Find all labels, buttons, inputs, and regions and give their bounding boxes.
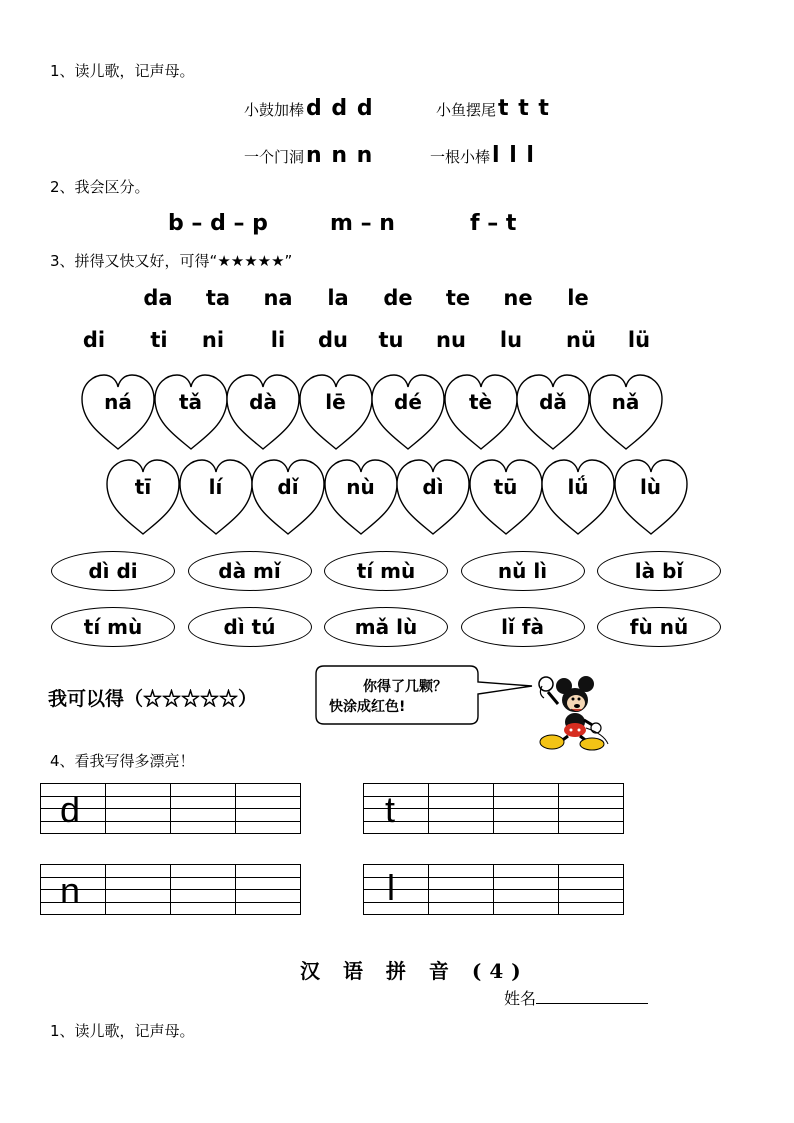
syllable: ta: [205, 286, 231, 310]
writing-grid: [363, 864, 624, 915]
name-field: [504, 986, 648, 1009]
pair-group: b – d – p: [168, 211, 268, 236]
syllable: di: [82, 328, 106, 352]
syllable: li: [270, 328, 286, 352]
syllable: lü: [627, 328, 651, 352]
rhyme-letters: t t t: [498, 96, 550, 121]
grid-sample-letter: l: [387, 867, 395, 908]
syllable: le: [567, 286, 589, 310]
heart-syllable: dé: [394, 390, 422, 414]
word-oval: lǐ fà: [461, 607, 585, 647]
syllable: du: [318, 328, 348, 352]
syllable: ne: [503, 286, 533, 310]
bubble-line-1: 你得了几颗？: [363, 679, 447, 695]
heart-syllable: lē: [325, 390, 346, 414]
word-oval: dà mǐ: [188, 551, 312, 591]
pair-group: m – n: [330, 211, 395, 236]
syllable: la: [327, 286, 349, 310]
rhyme-letters: d d d: [306, 96, 374, 121]
heart-syllable: lù: [639, 475, 662, 499]
score-label: 我可以得（☆☆☆☆☆）: [48, 688, 258, 710]
rhyme-line: [436, 96, 550, 121]
syllable: ni: [201, 328, 225, 352]
rhyme-text: 一根小棒: [430, 148, 491, 166]
bubble-line-2: 快涂成红色!: [329, 699, 406, 715]
heart-syllable: dǐ: [277, 475, 299, 499]
word-oval: fù nǔ: [597, 607, 721, 647]
word-oval: nǔ lì: [461, 551, 585, 591]
rhyme-text: 一个门洞: [244, 148, 305, 166]
syllable: da: [143, 286, 173, 310]
rhyme-letters: l l l: [492, 143, 535, 168]
syllable: ti: [150, 328, 168, 352]
heart-syllable: dì: [422, 475, 444, 499]
pair-group: f – t: [470, 211, 517, 236]
syllable: na: [263, 286, 293, 310]
heart-syllable: tǎ: [178, 390, 203, 414]
word-oval: mǎ lù: [324, 607, 448, 647]
name-label: 姓名: [504, 989, 537, 1008]
heart-syllable: tī: [134, 475, 152, 499]
syllable: lu: [499, 328, 523, 352]
syllable: nü: [566, 328, 596, 352]
rhyme-text: 小鼓加棒: [244, 101, 305, 119]
writing-grid: [363, 783, 624, 834]
heart-syllable: nǎ: [611, 390, 640, 414]
grid-sample-letter: n: [60, 870, 81, 911]
writing-grid: [40, 783, 301, 834]
section1-heading: 1、读儿歌，记声母。: [50, 62, 195, 80]
section4-heading: 4、看我写得多漂亮！: [50, 752, 195, 770]
word-oval: là bǐ: [597, 551, 721, 591]
heart-syllable: lí: [208, 475, 223, 499]
section3-heading: 3、拼得又快又好，可得“★★★★★”: [50, 252, 293, 270]
heart-syllable: tè: [468, 390, 493, 414]
heart-syllable: nù: [346, 475, 375, 499]
page-title: 汉 语 拼 音 (4): [300, 959, 529, 983]
syllable: te: [445, 286, 471, 310]
mickey-mouse-illustration: [528, 672, 612, 752]
next-heading: 1、读儿歌，记声母。: [50, 1022, 195, 1040]
syllable: nu: [436, 328, 466, 352]
word-oval: dì tú: [188, 607, 312, 647]
rhyme-line: [430, 143, 535, 168]
rhyme-text: 小鱼摆尾: [436, 101, 497, 119]
heart-syllable: ná: [104, 390, 132, 414]
section2-heading: 2、我会区分。: [50, 178, 150, 196]
heart-syllable: dǎ: [539, 390, 567, 414]
syllable: de: [383, 286, 413, 310]
word-oval: dì di: [51, 551, 175, 591]
heart-syllable: tū: [493, 475, 518, 499]
syllable: tu: [378, 328, 404, 352]
word-oval: tí mù: [324, 551, 448, 591]
heart-syllable: dà: [249, 390, 277, 414]
rhyme-letters: n n n: [306, 143, 374, 168]
word-oval: tí mù: [51, 607, 175, 647]
grid-sample-letter: t: [385, 789, 396, 830]
rhyme-line: [244, 96, 374, 121]
writing-grid: [40, 864, 301, 915]
grid-sample-letter: d: [60, 789, 81, 830]
name-blank[interactable]: [536, 989, 648, 1004]
rhyme-line: [244, 143, 373, 168]
heart-syllable: lǘ: [567, 475, 589, 499]
